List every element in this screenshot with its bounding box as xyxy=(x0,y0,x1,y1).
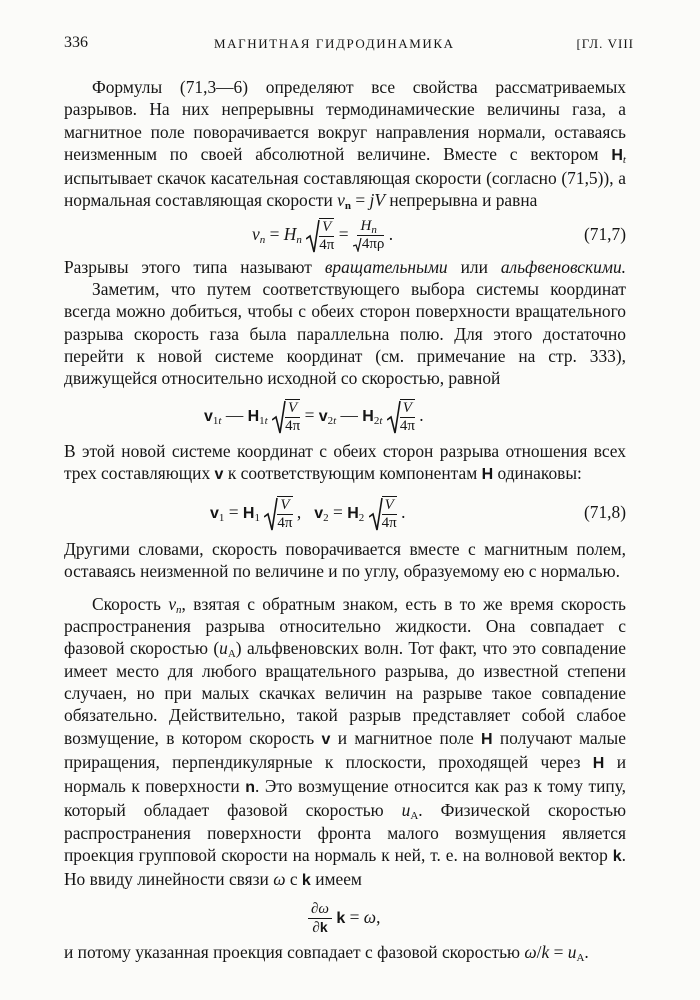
paragraph-4: В этой новой системе координат с обеих сторон разрыва отношения всех трех составляющих v к соответствующим компонентам H одинаковы: xyxy=(64,440,626,483)
equation-number: (71,8) xyxy=(583,502,626,523)
page-header xyxy=(64,34,634,58)
equation-velocity-shift: $v_{1t}$ — $H_{1t}$ $\frac{V}{4\pi}$ = $v_{2t}$ — $H_{2t}$ $\frac{V}{4\pi}$ . xyxy=(204,399,424,434)
chapter-label: [ГЛ. VIII xyxy=(576,36,634,51)
paragraph-7: и потому указанная проекция совпадает с фазовой скоростью $\omega/k = u_А$. xyxy=(64,941,589,964)
paragraph-1: Формулы (71,3—6) определяют все свойства рассматриваемых разрывов. На них непрерывны термодинамические величины газа, а магнитное поле поворачивается вокруг направления нормали, оставаясь неизменным по своей абсолютной величине. Вместе с вектором $H_t$ испытывает скачок касательная составляющая скорости (согласно (71,5)), а нормальная составляющая скорости $v_n$ = jV непрерывна и равна xyxy=(64,77,626,213)
paragraph-5: Другими словами, скорость поворачивается вместе с магнитным полем, оставаясь неизменной по величине и по углу, образуемому ею с нормалью. xyxy=(64,539,626,582)
running-title: МАГНИТНАЯ ГИДРОДИНАМИКА xyxy=(214,36,455,51)
body-text xyxy=(64,76,626,963)
paragraph-3: Заметим, что путем соответствующего выбора системы координат всегда можно добиться, чтобы с обеих сторон поверхности вращательного разрыва скорость газа была параллельна полю. Для этого достаточно перейти к новой системе координат (см. примечание на стр. 333), движущейся относительно исходной со скоростью, равной xyxy=(64,279,626,389)
paragraph-2: Разрывы этого типа называют вращательными или альфвеновскими. xyxy=(64,256,626,277)
equation-number: (71,7) xyxy=(583,223,626,244)
equation-group-velocity: $\frac{\partial\omega}{\partial k}$ k = ω, xyxy=(64,893,626,941)
paragraph-6: Скорость $v_n$, взятая с обратным знаком, есть в то же время скорость распространения разрыва относительно жидкости. Она совпадает с фазовой скоростью $(u_А)$ альфвеновских волн. Тот факт, что это совпадение имеет место для любого вращательного разрыва, до известной степени случаен, но при малых скачках величин на разрыве такое совпадение обязательно. Действительно, такой разрыв представляет собой слабое возмущение, в котором скорость v и магнитное поле H получают малые приращения, перпендикулярные к плоскости, проходящей через H и нормаль к поверхности n. Это возмущение относится как раз к тому типу, который обладает фазовой скоростью $u_А$. Физической скоростью распространения поверхности фронта малого возмущения является проекция групповой скорости на нормаль к ней, т. е. на волновой вектор k. Но ввиду линейности связи ω с k имеем xyxy=(64,593,627,890)
equation-71-8: $v_1 = H_1$ $\frac{V}{4\pi}$ , $v_2 = H_2$ $\frac{V}{4\pi}$ . (71,8) xyxy=(64,486,626,538)
sqrt-sign xyxy=(306,219,320,253)
equation-71-7: $v_n = H_n$ $\frac{V}{4\pi}$ = $\frac{H_n}{4\pi\rho}$ . (71,7) xyxy=(64,212,626,256)
page-number: 336 xyxy=(64,34,88,51)
